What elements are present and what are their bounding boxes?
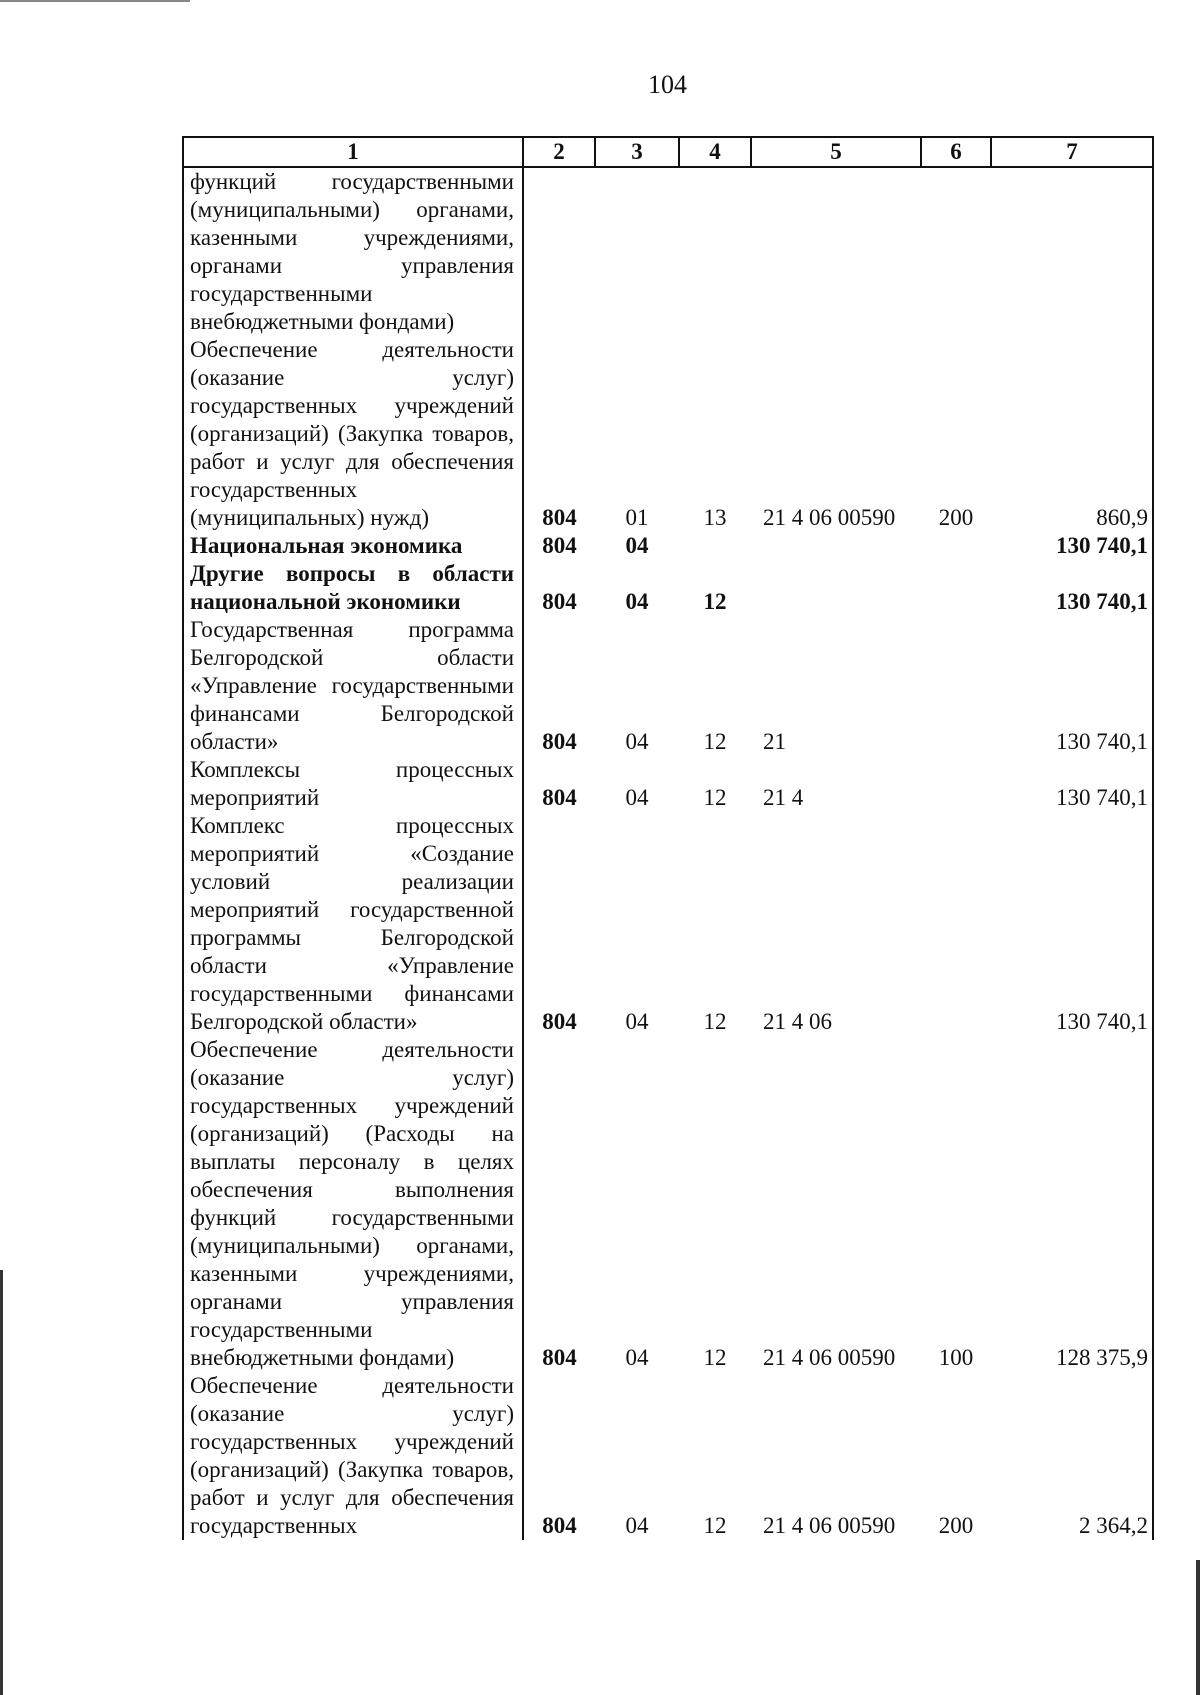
row-expense-type-cell: [921, 616, 991, 756]
row-amount-cell: 128 375,9: [991, 1036, 1153, 1372]
row-amount-cell: 130 740,1: [991, 812, 1153, 1036]
row-amount-cell: 2 364,2: [991, 1372, 1153, 1540]
row-subsection-cell: 12: [703, 1009, 727, 1034]
row-amount-cell: [991, 167, 1153, 336]
column-header: 5: [751, 137, 921, 167]
row-name-cell: Обеспечение деятельности (оказание услуг) государственных учреждений (организаций) (Закупка товаров, работ и услуг для обеспечения государственных (муниципальных) нужд): [183, 336, 523, 532]
row-name-cell: Другие вопросы в области национальной экономики: [183, 560, 523, 616]
row-section-cell: 04: [625, 785, 649, 810]
row-section-cell: [595, 167, 679, 336]
row-code-cell: [523, 167, 595, 336]
row-section-cell: 04: [625, 729, 649, 754]
row-expense-type-cell: 200: [938, 1513, 974, 1538]
row-amount-cell: 130 740,1: [991, 560, 1153, 616]
row-code-cell: 804: [523, 532, 595, 560]
table-row: [183, 616, 1153, 756]
row-code-cell: 804: [523, 756, 595, 812]
row-target-article-cell: 21 4 06 00590: [763, 1345, 896, 1370]
row-expense-type-cell: [921, 532, 991, 560]
row-subsection-cell: 12: [703, 1345, 727, 1370]
row-subsection-cell: 12: [703, 589, 727, 614]
row-subsection-cell: 12: [703, 1513, 727, 1538]
row-target-article-cell: 21 4: [763, 785, 804, 810]
column-header: 4: [679, 137, 751, 167]
scan-edge-right: [1196, 1560, 1200, 1695]
row-expense-type-cell: 100: [938, 1345, 974, 1370]
row-section-cell: 04: [625, 533, 649, 558]
row-name-cell: Национальная экономика: [183, 532, 523, 560]
row-name-cell: Государственная программа Белгородской области «Управление государственными финансами Белгородской области»: [183, 616, 523, 756]
table-row: [183, 1036, 1153, 1372]
row-expense-type-cell: [921, 812, 991, 1036]
row-subsection-cell: 12: [703, 785, 727, 810]
row-subsection-cell: [679, 167, 751, 336]
row-expense-type-cell: [921, 167, 991, 336]
scan-edge-top: [0, 0, 190, 2]
row-section-cell: 04: [625, 1513, 649, 1538]
table-row: [183, 336, 1153, 532]
budget-table: [182, 136, 1154, 1540]
row-section-cell: 04: [625, 589, 649, 614]
table-row: [183, 756, 1153, 812]
row-expense-type-cell: 200: [938, 505, 974, 530]
row-target-article-cell: [751, 560, 921, 616]
row-code-cell: 804: [523, 560, 595, 616]
row-code-cell: 804: [523, 1372, 595, 1540]
row-amount-cell: 130 740,1: [991, 616, 1153, 756]
row-name-cell: Обеспечение деятельности (оказание услуг) государственных учреждений (организаций) (Закупка товаров, работ и услуг для обеспечения государственных: [183, 1372, 523, 1540]
row-name-cell: Обеспечение деятельности (оказание услуг) государственных учреждений (организаций) (Расходы на выплаты персоналу в целях обеспечения выполнения функций государственными (муниципальными) органами, казенными учреждениями, органами управления государственными внебюджетными фондами): [183, 1036, 523, 1372]
table-row: [183, 532, 1153, 560]
row-name-cell: Комплексы процессных мероприятий: [183, 756, 523, 812]
row-target-article-cell: 21 4 06: [763, 1009, 832, 1034]
row-amount-cell: 130 740,1: [991, 756, 1153, 812]
row-expense-type-cell: [921, 560, 991, 616]
column-header: 2: [523, 137, 595, 167]
page-number: 104: [648, 70, 687, 99]
table-row: [183, 1372, 1153, 1540]
column-header: 6: [921, 137, 991, 167]
row-target-article-cell: 21 4 06 00590: [763, 505, 896, 530]
row-section-cell: 04: [625, 1345, 649, 1370]
row-code-cell: 804: [523, 336, 595, 532]
row-subsection-cell: [679, 532, 751, 560]
row-section-cell: 01: [625, 505, 649, 530]
row-subsection-cell: 13: [703, 505, 727, 530]
row-expense-type-cell: [921, 756, 991, 812]
row-section-cell: 04: [625, 1009, 649, 1034]
row-code-cell: 804: [523, 1036, 595, 1372]
row-subsection-cell: 12: [703, 729, 727, 754]
row-amount-cell: 860,9: [991, 336, 1153, 532]
table-row: [183, 167, 1153, 336]
row-amount-cell: 130 740,1: [991, 532, 1153, 560]
row-target-article-cell: 21: [763, 729, 786, 754]
table-header-row: [183, 137, 1153, 167]
column-header: 1: [183, 137, 523, 167]
row-target-article-cell: 21 4 06 00590: [763, 1513, 896, 1538]
row-name-cell: функций государственными (муниципальными) органами, казенными учреждениями, органами управления государственными внебюджетными фондами): [183, 167, 523, 336]
row-name-cell: Комплекс процессных мероприятий «Создание условий реализации мероприятий государственной программы Белгородской области «Управление государственными финансами Белгородской области»: [183, 812, 523, 1036]
table-body: [183, 167, 1153, 1540]
column-header: 7: [991, 137, 1153, 167]
column-header: 3: [595, 137, 679, 167]
table-row: [183, 812, 1153, 1036]
scan-edge-left: [0, 1270, 3, 1695]
row-target-article-cell: [751, 167, 921, 336]
row-target-article-cell: [751, 532, 921, 560]
table-row: [183, 560, 1153, 616]
row-code-cell: 804: [523, 812, 595, 1036]
row-code-cell: 804: [523, 616, 595, 756]
